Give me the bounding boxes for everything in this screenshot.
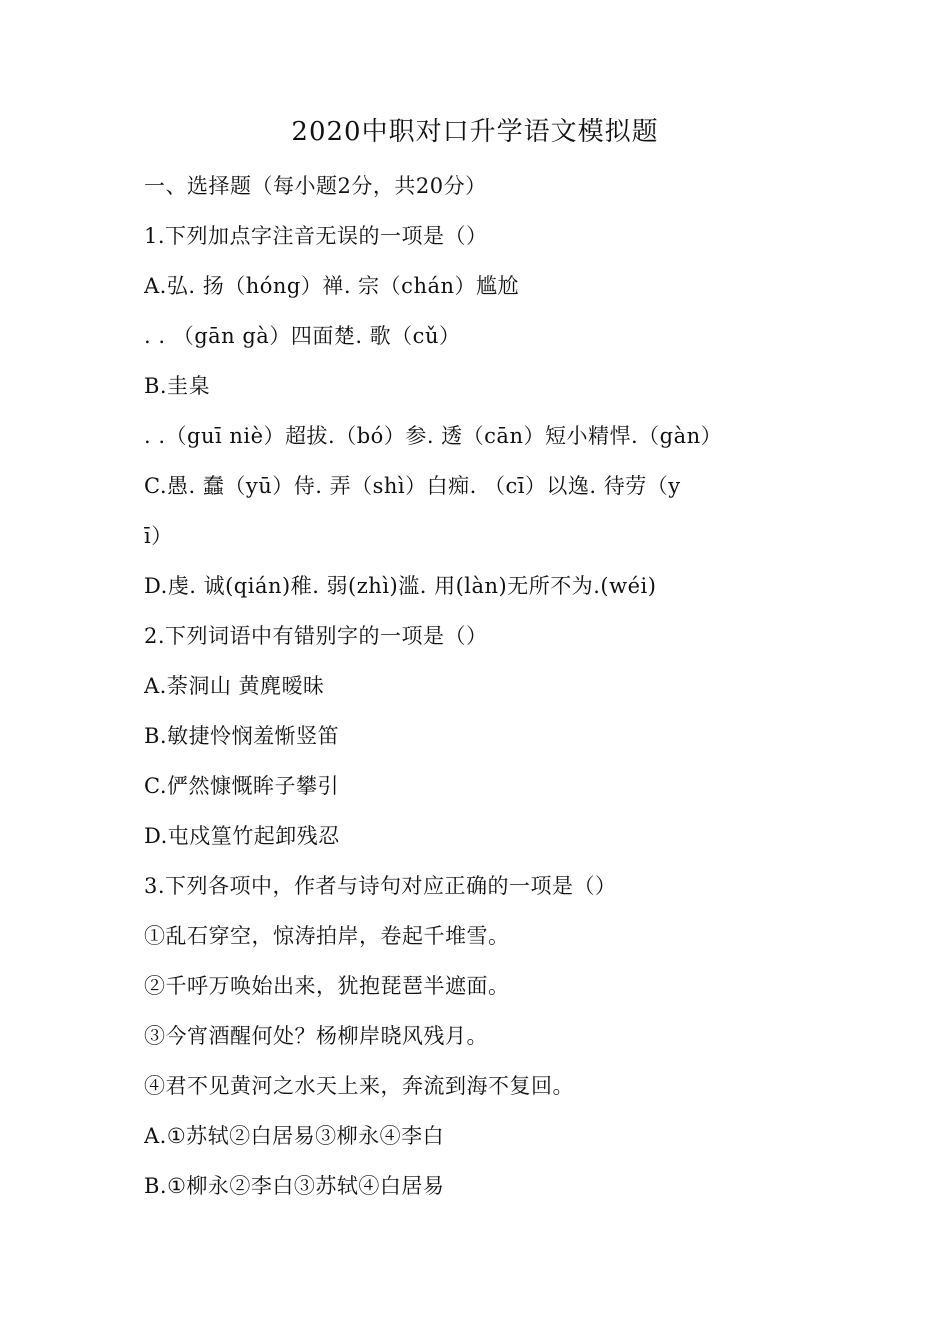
question-3-poem-4: ④君不见黄河之水天上来，奔流到海不复回。 [144, 1074, 574, 1098]
question-2-option-b: B.敏捷怜悯羞惭竖笛 [144, 724, 340, 748]
question-1-option-c-cont: ī） [144, 524, 173, 548]
question-3-option-b: B.①柳永②李白③苏轼④白居易 [144, 1174, 445, 1198]
question-3-poem-2: ②千呼万唤始出来，犹抱琵琶半遮面。 [144, 974, 510, 998]
question-1-option-b-cont: . .（guī niè）超拔.（bó）参. 透（cān）短小精悍.（gàn） [144, 424, 723, 448]
section-heading-choice: 一、选择题（每小题2分，共20分） [144, 174, 487, 198]
question-2-stem: 2.下列词语中有错别字的一项是（） [144, 624, 488, 648]
question-1-option-d: D.虔. 诚(qián)稚. 弱(zhì)滥. 用(làn)无所不为.(wéi) [144, 574, 657, 598]
question-3-poem-3: ③今宵酒醒何处？杨柳岸晓风残月。 [144, 1024, 488, 1048]
question-1-option-a-cont: . . （gān gà）四面楚. 歌（cǔ） [144, 324, 461, 348]
question-3-poem-1: ①乱石穿空，惊涛拍岸，卷起千堆雪。 [144, 924, 510, 948]
question-1-stem: 1.下列加点字注音无误的一项是（） [144, 224, 488, 248]
question-1-option-b: B.圭臬 [144, 374, 211, 398]
question-1-option-c: C.愚. 蠢（yū）侍. 弄（shì）白痴. （cī）以逸. 待劳（y [144, 474, 681, 498]
question-2-option-d: D.屯戍篁竹起卸残忍 [144, 824, 340, 848]
question-3-option-a: A.①苏轼②白居易③柳永④李白 [144, 1124, 445, 1148]
page-title: 2020中职对口升学语文模拟题 [291, 117, 659, 147]
question-1-option-a: A.弘. 扬（hóng）禅. 宗（chán）尴尬 [144, 274, 520, 298]
question-3-stem: 3.下列各项中，作者与诗句对应正确的一项是（） [144, 874, 617, 898]
question-2-option-c: C.俨然慷慨眸子攀引 [144, 774, 339, 798]
question-text-block [144, 166, 814, 1216]
question-2-option-a: A.荼洞山 黄麂暧昧 [144, 674, 325, 698]
